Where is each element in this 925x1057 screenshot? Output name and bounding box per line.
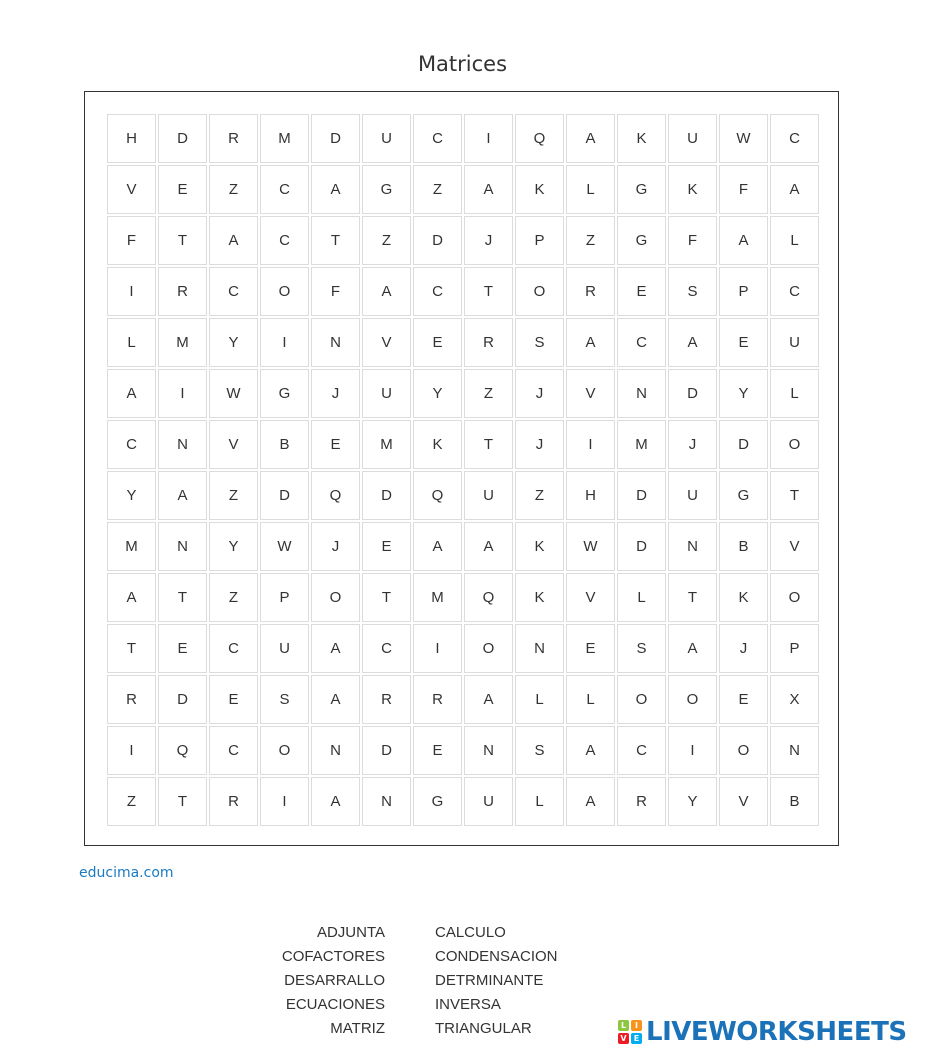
grid-cell[interactable]: P xyxy=(719,267,768,316)
grid-cell[interactable]: U xyxy=(362,114,411,163)
grid-cell[interactable]: G xyxy=(413,777,462,826)
word-item: DESARRALLO xyxy=(284,972,385,989)
grid-cell[interactable]: O xyxy=(464,624,513,673)
grid-cell[interactable]: V xyxy=(209,420,258,469)
grid-cell[interactable]: T xyxy=(362,573,411,622)
grid-cell[interactable]: I xyxy=(464,114,513,163)
letter-grid xyxy=(106,113,820,827)
grid-cell[interactable]: M xyxy=(617,420,666,469)
grid-cell[interactable]: V xyxy=(719,777,768,826)
grid-cell[interactable]: X xyxy=(770,675,819,724)
grid-cell[interactable]: W xyxy=(719,114,768,163)
liveworksheets-logo[interactable] xyxy=(618,1017,907,1047)
grid-cell[interactable]: T xyxy=(158,777,207,826)
grid-cell[interactable]: E xyxy=(413,726,462,775)
grid-cell[interactable]: E xyxy=(413,318,462,367)
grid-cell[interactable]: D xyxy=(311,114,360,163)
grid-cell[interactable]: D xyxy=(158,675,207,724)
grid-cell[interactable]: Q xyxy=(311,471,360,520)
word-item: ADJUNTA xyxy=(316,924,385,941)
word-item: ECUACIONES xyxy=(285,996,385,1013)
grid-cell[interactable]: D xyxy=(719,420,768,469)
grid-cell[interactable]: A xyxy=(566,114,615,163)
grid-cell[interactable]: N xyxy=(158,522,207,571)
grid-cell[interactable]: W xyxy=(260,522,309,571)
grid-cell[interactable]: Z xyxy=(107,777,156,826)
grid-cell[interactable]: R xyxy=(566,267,615,316)
grid-cell[interactable]: R xyxy=(107,675,156,724)
word-item: CONDENSACION xyxy=(435,948,558,965)
grid-cell[interactable]: I xyxy=(107,267,156,316)
grid-cell[interactable]: T xyxy=(107,624,156,673)
grid-cell[interactable]: Q xyxy=(413,471,462,520)
grid-cell[interactable]: V xyxy=(770,522,819,571)
grid-cell[interactable]: Z xyxy=(566,216,615,265)
grid-cell[interactable]: C xyxy=(107,420,156,469)
grid-cell[interactable]: E xyxy=(617,267,666,316)
grid-cell[interactable]: U xyxy=(260,624,309,673)
grid-cell[interactable]: D xyxy=(668,369,717,418)
grid-cell[interactable]: P xyxy=(515,216,564,265)
grid-cell[interactable]: T xyxy=(770,471,819,520)
grid-cell[interactable]: C xyxy=(617,726,666,775)
grid-cell[interactable]: G xyxy=(617,216,666,265)
grid-cell[interactable]: I xyxy=(413,624,462,673)
grid-cell[interactable]: N xyxy=(770,726,819,775)
grid-cell[interactable]: A xyxy=(413,522,462,571)
grid-cell[interactable]: C xyxy=(413,267,462,316)
grid-cell[interactable]: L xyxy=(107,318,156,367)
grid-cell[interactable]: I xyxy=(107,726,156,775)
grid-cell[interactable]: O xyxy=(617,675,666,724)
grid-cell[interactable]: L xyxy=(770,216,819,265)
grid-cell[interactable]: S xyxy=(515,318,564,367)
grid-cell[interactable]: Z xyxy=(209,573,258,622)
brand-icon-tile: I xyxy=(631,1020,642,1031)
grid-cell[interactable]: T xyxy=(158,216,207,265)
word-item: TRIANGULAR xyxy=(435,1020,532,1037)
grid-cell[interactable]: R xyxy=(617,777,666,826)
grid-cell[interactable]: K xyxy=(515,573,564,622)
grid-cell[interactable]: C xyxy=(260,216,309,265)
grid-cell[interactable]: J xyxy=(311,369,360,418)
grid-cell[interactable]: B xyxy=(260,420,309,469)
word-item: COFACTORES xyxy=(281,948,385,965)
grid-cell[interactable]: K xyxy=(515,165,564,214)
grid-cell[interactable]: A xyxy=(311,624,360,673)
brand-icon-tile: V xyxy=(618,1033,629,1044)
grid-cell[interactable]: Z xyxy=(515,471,564,520)
grid-cell[interactable]: F xyxy=(311,267,360,316)
grid-cell[interactable]: J xyxy=(668,420,717,469)
liveworksheets-icon xyxy=(618,1020,642,1044)
grid-cell[interactable]: A xyxy=(311,675,360,724)
grid-cell[interactable]: T xyxy=(158,573,207,622)
grid-cell[interactable]: C xyxy=(770,114,819,163)
grid-cell[interactable]: Z xyxy=(413,165,462,214)
grid-cell[interactable]: J xyxy=(464,216,513,265)
grid-cell[interactable]: L xyxy=(617,573,666,622)
grid-cell[interactable]: C xyxy=(617,318,666,367)
grid-cell[interactable]: N xyxy=(464,726,513,775)
grid-cell[interactable]: H xyxy=(566,471,615,520)
grid-cell[interactable]: M xyxy=(107,522,156,571)
grid-cell[interactable]: R xyxy=(158,267,207,316)
grid-cell[interactable]: D xyxy=(617,522,666,571)
grid-cell[interactable]: E xyxy=(209,675,258,724)
grid-cell[interactable]: Y xyxy=(413,369,462,418)
grid-cell[interactable]: V xyxy=(362,318,411,367)
grid-cell[interactable]: N xyxy=(311,726,360,775)
grid-cell[interactable]: C xyxy=(209,267,258,316)
grid-cell[interactable]: U xyxy=(464,777,513,826)
grid-cell[interactable]: E xyxy=(311,420,360,469)
grid-cell[interactable]: N xyxy=(515,624,564,673)
grid-cell[interactable]: R xyxy=(413,675,462,724)
grid-cell[interactable]: O xyxy=(260,267,309,316)
grid-cell[interactable]: E xyxy=(719,318,768,367)
grid-cell[interactable]: E xyxy=(158,165,207,214)
grid-cell[interactable]: O xyxy=(311,573,360,622)
grid-cell[interactable]: S xyxy=(260,675,309,724)
grid-cell[interactable]: A xyxy=(107,369,156,418)
grid-cell[interactable]: Y xyxy=(668,777,717,826)
grid-cell[interactable]: Y xyxy=(209,522,258,571)
grid-cell[interactable]: M xyxy=(158,318,207,367)
grid-cell[interactable]: T xyxy=(464,420,513,469)
grid-cell[interactable]: K xyxy=(413,420,462,469)
grid-cell[interactable]: Y xyxy=(209,318,258,367)
grid-cell[interactable]: T xyxy=(311,216,360,265)
grid-cell[interactable]: C xyxy=(413,114,462,163)
grid-cell[interactable]: T xyxy=(668,573,717,622)
grid-cell[interactable]: N xyxy=(158,420,207,469)
word-item: INVERSA xyxy=(435,996,501,1013)
grid-cell[interactable]: D xyxy=(413,216,462,265)
grid-cell[interactable]: F xyxy=(719,165,768,214)
grid-cell[interactable]: Z xyxy=(209,165,258,214)
word-list-right xyxy=(435,921,558,1041)
grid-cell[interactable]: L xyxy=(515,675,564,724)
grid-cell[interactable]: Q xyxy=(515,114,564,163)
grid-cell[interactable]: A xyxy=(107,573,156,622)
grid-cell[interactable]: D xyxy=(158,114,207,163)
grid-cell[interactable]: A xyxy=(719,216,768,265)
grid-cell[interactable]: Q xyxy=(464,573,513,622)
grid-cell[interactable]: A xyxy=(311,777,360,826)
grid-cell[interactable]: A xyxy=(566,777,615,826)
grid-cell[interactable]: A xyxy=(464,675,513,724)
grid-cell[interactable]: U xyxy=(668,471,717,520)
word-list-left xyxy=(282,921,385,1041)
grid-cell[interactable]: T xyxy=(464,267,513,316)
grid-cell[interactable]: B xyxy=(719,522,768,571)
grid-cell[interactable]: I xyxy=(158,369,207,418)
brand-name: LIVEWORKSHEETS xyxy=(646,1017,907,1047)
grid-cell[interactable]: Y xyxy=(719,369,768,418)
grid-cell[interactable]: N xyxy=(311,318,360,367)
grid-cell[interactable]: J xyxy=(311,522,360,571)
grid-cell[interactable]: U xyxy=(668,114,717,163)
grid-cell[interactable]: U xyxy=(770,318,819,367)
grid-cell[interactable]: O xyxy=(668,675,717,724)
grid-cell[interactable]: C xyxy=(260,165,309,214)
page-title: Matrices xyxy=(417,52,508,76)
grid-cell[interactable]: L xyxy=(566,675,615,724)
grid-cell[interactable]: C xyxy=(770,267,819,316)
grid-cell[interactable]: A xyxy=(464,522,513,571)
grid-cell[interactable]: W xyxy=(209,369,258,418)
grid-cell[interactable]: A xyxy=(566,318,615,367)
grid-cell[interactable]: G xyxy=(719,471,768,520)
grid-cell[interactable]: V xyxy=(566,573,615,622)
grid-cell[interactable]: F xyxy=(668,216,717,265)
grid-cell[interactable]: N xyxy=(617,369,666,418)
grid-cell[interactable]: E xyxy=(719,675,768,724)
grid-cell[interactable]: O xyxy=(515,267,564,316)
grid-cell[interactable]: J xyxy=(515,420,564,469)
grid-cell[interactable]: D xyxy=(362,726,411,775)
grid-cell[interactable]: K xyxy=(719,573,768,622)
grid-cell[interactable]: A xyxy=(311,165,360,214)
grid-cell[interactable]: A xyxy=(566,726,615,775)
grid-cell[interactable]: D xyxy=(362,471,411,520)
grid-cell[interactable]: J xyxy=(719,624,768,673)
grid-cell[interactable]: L xyxy=(566,165,615,214)
grid-cell[interactable]: L xyxy=(770,369,819,418)
grid-cell[interactable]: R xyxy=(464,318,513,367)
grid-cell[interactable]: I xyxy=(566,420,615,469)
grid-cell[interactable]: U xyxy=(464,471,513,520)
grid-cell[interactable]: G xyxy=(362,165,411,214)
grid-cell[interactable]: A xyxy=(209,216,258,265)
grid-cell[interactable]: C xyxy=(209,624,258,673)
grid-cell[interactable]: O xyxy=(719,726,768,775)
grid-cell[interactable]: U xyxy=(362,369,411,418)
grid-cell[interactable]: F xyxy=(107,216,156,265)
grid-cell[interactable]: D xyxy=(260,471,309,520)
grid-cell[interactable]: Z xyxy=(362,216,411,265)
grid-cell[interactable]: K xyxy=(617,114,666,163)
grid-cell[interactable]: A xyxy=(362,267,411,316)
grid-cell[interactable]: S xyxy=(668,267,717,316)
grid-cell[interactable]: A xyxy=(668,318,717,367)
grid-cell[interactable]: G xyxy=(617,165,666,214)
grid-cell[interactable]: E xyxy=(566,624,615,673)
grid-cell[interactable]: B xyxy=(770,777,819,826)
educima-link[interactable]: educima.com xyxy=(79,865,174,881)
word-search-board xyxy=(84,91,839,846)
grid-cell[interactable]: R xyxy=(209,114,258,163)
grid-cell[interactable]: S xyxy=(515,726,564,775)
grid-cell[interactable]: M xyxy=(413,573,462,622)
grid-cell[interactable]: P xyxy=(770,624,819,673)
grid-cell[interactable]: W xyxy=(566,522,615,571)
grid-cell[interactable]: I xyxy=(668,726,717,775)
grid-cell[interactable]: E xyxy=(362,522,411,571)
grid-cell[interactable]: O xyxy=(770,420,819,469)
grid-cell[interactable]: G xyxy=(260,369,309,418)
grid-cell[interactable]: J xyxy=(515,369,564,418)
grid-cell[interactable]: V xyxy=(107,165,156,214)
grid-cell[interactable]: I xyxy=(260,777,309,826)
grid-cell[interactable]: Z xyxy=(209,471,258,520)
grid-cell[interactable]: C xyxy=(362,624,411,673)
grid-cell[interactable]: C xyxy=(209,726,258,775)
grid-cell[interactable]: D xyxy=(617,471,666,520)
grid-cell[interactable]: K xyxy=(668,165,717,214)
grid-cell[interactable]: I xyxy=(260,318,309,367)
grid-cell[interactable]: A xyxy=(770,165,819,214)
grid-cell[interactable]: N xyxy=(668,522,717,571)
brand-icon-tile: E xyxy=(631,1033,642,1044)
grid-cell[interactable]: A xyxy=(158,471,207,520)
grid-cell[interactable]: A xyxy=(668,624,717,673)
grid-cell[interactable]: Y xyxy=(107,471,156,520)
grid-cell[interactable]: L xyxy=(515,777,564,826)
grid-cell[interactable]: O xyxy=(770,573,819,622)
grid-cell[interactable]: A xyxy=(464,165,513,214)
word-item: CALCULO xyxy=(435,924,506,941)
grid-cell[interactable]: N xyxy=(362,777,411,826)
grid-cell[interactable]: R xyxy=(362,675,411,724)
word-item: MATRIZ xyxy=(330,1020,385,1037)
grid-cell[interactable]: R xyxy=(209,777,258,826)
grid-cell[interactable]: Z xyxy=(464,369,513,418)
grid-cell[interactable]: V xyxy=(566,369,615,418)
grid-cell[interactable]: K xyxy=(515,522,564,571)
grid-cell[interactable]: Q xyxy=(158,726,207,775)
grid-cell[interactable]: S xyxy=(617,624,666,673)
brand-icon-tile: L xyxy=(618,1020,629,1031)
grid-cell[interactable]: H xyxy=(107,114,156,163)
grid-cell[interactable]: E xyxy=(158,624,207,673)
grid-cell[interactable]: M xyxy=(260,114,309,163)
grid-cell[interactable]: P xyxy=(260,573,309,622)
word-item: DETRMINANTE xyxy=(435,972,544,989)
grid-cell[interactable]: M xyxy=(362,420,411,469)
grid-cell[interactable]: O xyxy=(260,726,309,775)
